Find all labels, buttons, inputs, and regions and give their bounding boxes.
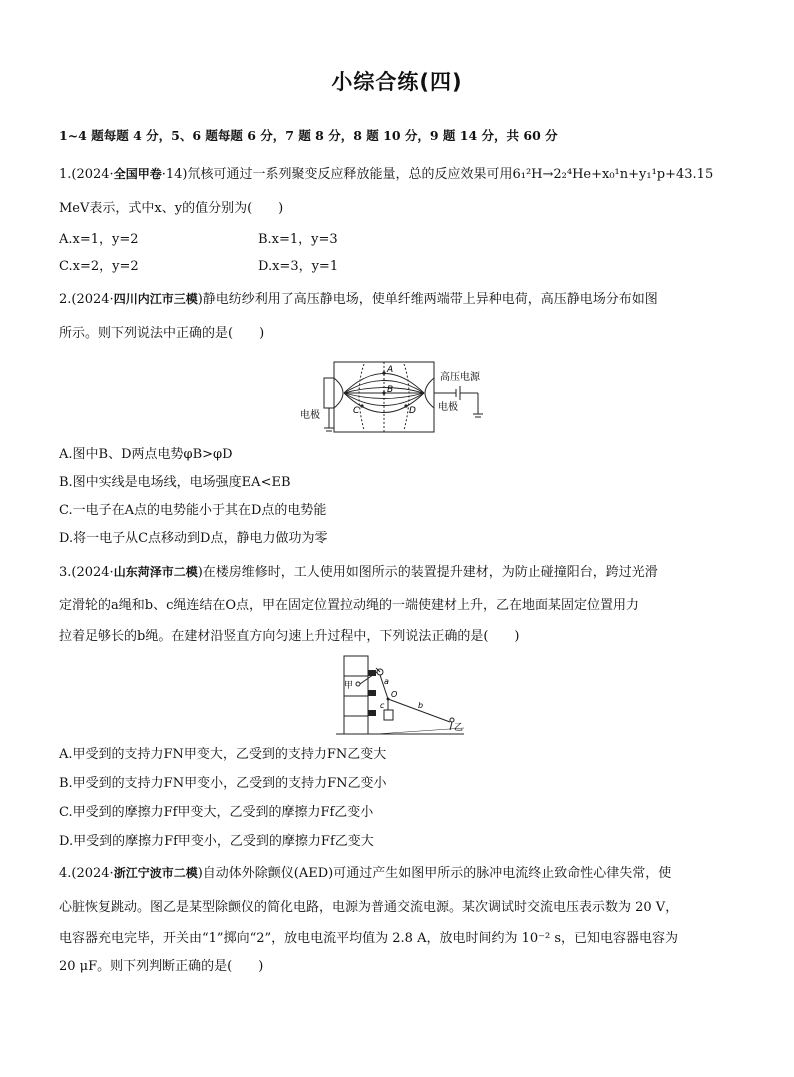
right-electrode-dome — [425, 378, 434, 408]
q1-option-c: C.x=2，y=2 — [59, 259, 139, 274]
q4-line2: 心脏恢复跳动。图乙是某型除颤仪的简化电路，电源为普通交流电源。某次调试时交流电压表示数为 20 V， — [59, 900, 679, 915]
ground-slope — [376, 728, 464, 734]
q1-options-row1 — [59, 231, 338, 249]
person-yi — [450, 718, 454, 722]
q3-line3: 拉着足够长的b绳。在建材沿竖直方向匀速上升过程中，下列说法正确的是( ) — [59, 629, 520, 644]
label-power: 高压电源 — [440, 372, 480, 383]
point-d — [404, 404, 407, 407]
label-c: C — [353, 406, 360, 416]
q1-line2: MeV表示，式中x、y的值分别为( ) — [59, 201, 284, 216]
q3-number: 3.(2024· — [59, 565, 114, 580]
label-b: B — [387, 385, 394, 395]
person-jia — [356, 682, 360, 686]
q2-number: 2.(2024· — [59, 292, 114, 307]
label-a: A — [387, 365, 394, 375]
q2-line1 — [59, 290, 658, 309]
q4-line4: 20 μF。则下列判断正确的是( ) — [59, 959, 264, 974]
point-c — [360, 404, 363, 407]
q1-stem: ·14)氘核可通过一系列聚变反应释放能量，总的反应效果可用 — [161, 167, 513, 182]
q2-stem: )静电纺纱利用了高压静电场，使单纤维两端带上异种电荷，高压静电场分布如图 — [197, 292, 658, 307]
left-electrode-dome — [334, 378, 343, 408]
q3-line1 — [59, 563, 658, 582]
q1-options-row2 — [59, 258, 339, 276]
scoring-note: 1~4 题每题 4 分，5、6 题每题 6 分，7 题 8 分，8 题 10 分，9 题 14 分，共 60 分 — [59, 128, 558, 143]
q4-line1 — [59, 864, 671, 883]
point-b — [382, 391, 385, 394]
point-a — [382, 371, 385, 374]
electrostatic-field-figure — [298, 356, 496, 438]
q1-number: 1.(2024· — [59, 167, 114, 182]
balcony — [368, 710, 376, 716]
left-electrode — [324, 378, 334, 408]
label-a: a — [384, 677, 389, 686]
label-d: D — [409, 406, 416, 416]
page-title: 小综合练(四) — [331, 70, 463, 94]
q2-option-c: C.一电子在A点的电势能小于其在D点的电势能 — [59, 503, 327, 518]
q3-option-b: B.甲受到的支持力FN甲变小，乙受到的支持力FN乙变小 — [59, 776, 387, 791]
q3-line2: 定滑轮的a绳和b、c绳连结在O点，甲在固定位置拉动绳的一端使建材上升，乙在地面某固定位置用力 — [59, 598, 640, 613]
label-jia: 甲 — [344, 681, 354, 691]
q1-option-b: B.x=1，y=3 — [258, 232, 338, 247]
label-c: c — [380, 701, 385, 710]
pulley-building-figure — [336, 654, 464, 738]
q2-option-d: D.将一电子从C点移动到D点，静电力做功为零 — [59, 531, 328, 546]
q1-option-a: A.x=1，y=2 — [59, 232, 139, 247]
label-b: b — [418, 701, 424, 710]
q3-stem: )在楼房维修时，工人使用如图所示的装置提升建材，为防止碰撞阳台，跨过光滑 — [197, 565, 658, 580]
q3-option-c: C.甲受到的摩擦力Ff甲变大，乙受到的摩擦力Ff乙变小 — [59, 805, 374, 820]
q2-option-a: A.图中B、D两点电势φB>φD — [59, 447, 233, 462]
q1-source: 全国甲卷 — [113, 167, 162, 181]
q1-option-d: D.x=3，y=1 — [258, 259, 339, 274]
q1-line1 — [59, 165, 713, 184]
balcony — [368, 690, 376, 696]
q4-stem: )自动体外除颤仪(AED)可通过产生如图甲所示的脉冲电流终止致命性心律失常，使 — [197, 866, 672, 881]
q3-option-d: D.甲受到的摩擦力Ff甲变小，乙受到的摩擦力Ff乙变大 — [59, 834, 374, 849]
q3-source: 山东菏泽市二模 — [113, 565, 198, 579]
label-right-electrode: 电极 — [438, 402, 458, 413]
q4-line3: 电容器充电完毕，开关由“1”掷向“2”，放电电流平均值为 2.8 A，放电时间约为 10⁻² s，已知电容器电容为 — [59, 931, 679, 946]
q2-source: 四川内江市三模 — [113, 292, 198, 306]
q3-option-a: A.甲受到的支持力FN甲变大，乙受到的支持力FN乙变大 — [59, 747, 387, 762]
q4-source: 浙江宁波市二模 — [113, 866, 198, 880]
q2-line2: 所示。则下列说法中正确的是( ) — [59, 326, 265, 341]
q1-equation: 6₁²H→2₂⁴He+x₀¹n+y₁¹p+43.15 — [512, 167, 714, 182]
q2-option-b: B.图中实线是电场线，电场强度EA<EB — [59, 475, 291, 490]
label-yi: 乙 — [454, 723, 464, 733]
q4-number: 4.(2024· — [59, 866, 114, 881]
building — [344, 656, 368, 734]
label-left-electrode: 电极 — [300, 410, 320, 421]
building-material — [384, 710, 393, 720]
label-o: O — [391, 690, 398, 699]
